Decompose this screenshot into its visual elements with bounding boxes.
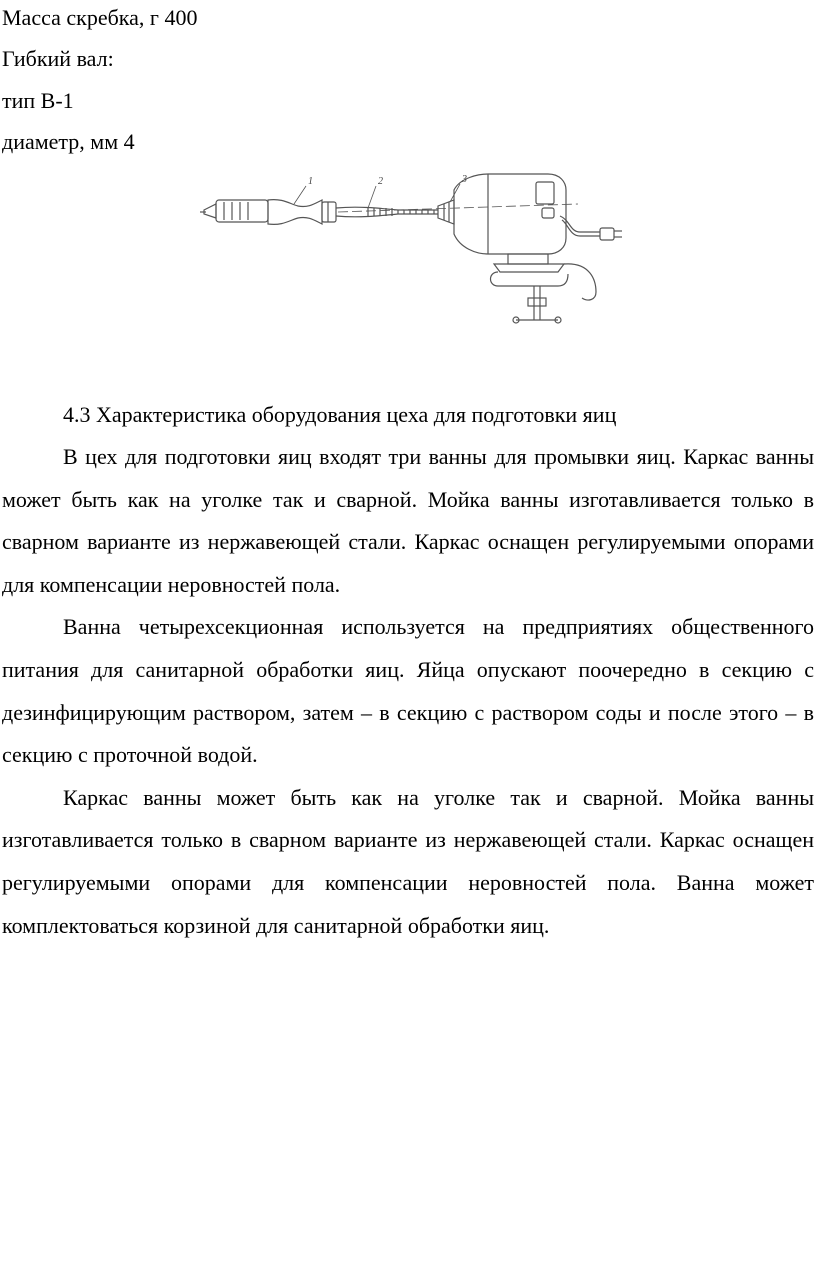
paragraph-3: Каркас ванны может быть как на уголке так и сварной. Мойка ванны изготавливается только в сварном варианте из нержавеющей стали. Каркас оснащен регулируемыми опорами для компенсации неровностей пола. Ванна может комплектоваться корзиной для санитарной обработки яиц. (2, 784, 814, 938)
spec-type: тип В-1 (2, 88, 74, 113)
section-heading: 4.3 Характеристика оборудования цеха для подготовки яиц (63, 402, 617, 427)
spec-diameter: диаметр, мм 4 (2, 129, 135, 154)
equipment-section (2, 394, 814, 947)
figure-label-2: 2 (378, 176, 383, 187)
figure-label-3: 3 (462, 174, 467, 185)
paragraph-1: В цех для подготовки яиц входят три ванны для промывки яиц. Каркас ванны может быть как на уголке так и сварной. Мойка ванны изготавливается только в сварном варианте из нержавеющей стали. Каркас оснащен регулируемыми опорами для компенсации неровностей пола. (2, 444, 814, 597)
spec-flex-shaft: Гибкий вал: (2, 46, 114, 71)
spec-mass: Масса скребка, г 400 (2, 5, 198, 30)
scraper-device-drawing (198, 168, 628, 338)
scraper-device-figure (198, 168, 628, 338)
figure-label-1: 1 (308, 176, 313, 187)
paragraph-2: Ванна четырехсекционная используется на предприятиях общественного питания для санитарной обработки яиц. Яйца опускают поочередно в секцию с дезинфицирующим раствором, затем – в секцию с раствором соды и после этого – в секцию с проточной водой. (2, 614, 814, 768)
